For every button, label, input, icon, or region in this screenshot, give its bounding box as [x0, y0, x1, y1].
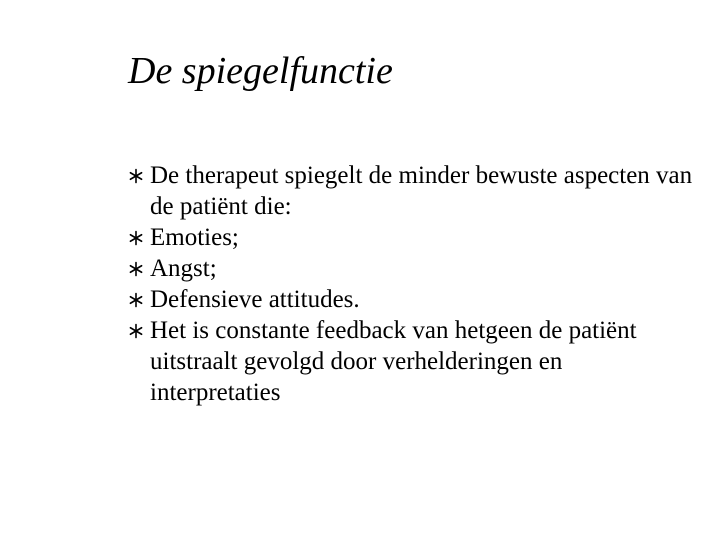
asterisk-bullet-icon — [128, 261, 144, 277]
bullet-text: Emoties; — [150, 224, 239, 251]
bullet-text: Defensieve attitudes. — [150, 286, 360, 313]
asterisk-bullet-icon — [128, 292, 144, 308]
slide-title: De spiegelfunctie — [128, 50, 393, 92]
bullet-text: De therapeut spiegelt de minder bewuste aspecten van de patiënt die: — [150, 162, 693, 220]
bullet-item — [128, 222, 698, 253]
bullet-item — [128, 160, 698, 222]
bullet-item — [128, 315, 698, 408]
bullet-list — [128, 160, 698, 408]
bullet-text: Het is constante feedback van hetgeen de patiënt uitstraalt gevolgd door verhelderingen en interpretaties — [150, 317, 637, 406]
bullet-item — [128, 284, 698, 315]
asterisk-bullet-icon — [128, 323, 144, 339]
asterisk-bullet-icon — [128, 230, 144, 246]
bullet-text: Angst; — [150, 255, 217, 282]
asterisk-bullet-icon — [128, 168, 144, 184]
bullet-item — [128, 253, 698, 284]
